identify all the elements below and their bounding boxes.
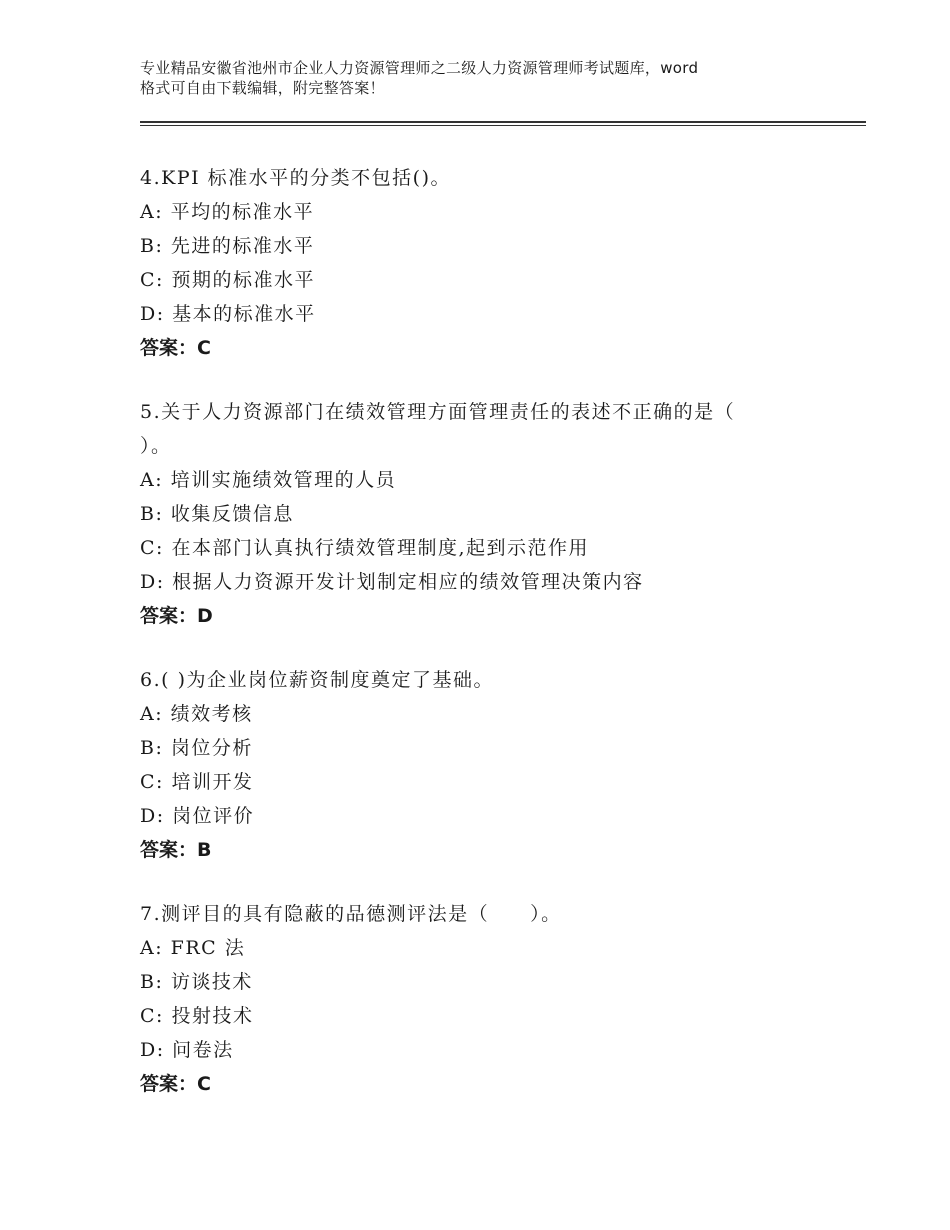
header-divider-thick — [140, 121, 866, 123]
header-title-line-2: 格式可自由下载编辑，附完整答案！ — [140, 79, 385, 97]
question-4 — [140, 161, 866, 365]
question-6 — [140, 663, 866, 867]
option-b: B: 访谈技术 — [140, 971, 253, 993]
option-c: C: 培训开发 — [140, 771, 254, 793]
document-header — [140, 58, 840, 98]
question-stem: 4.KPI 标准水平的分类不包括()。 — [140, 167, 451, 189]
question-stem: 6.( )为企业岗位薪资制度奠定了基础。 — [140, 669, 494, 691]
option-a: A: 平均的标准水平 — [140, 201, 315, 223]
option-d: D: 根据人力资源开发计划制定相应的绩效管理决策内容 — [140, 571, 644, 593]
option-c: C: 在本部门认真执行绩效管理制度,起到示范作用 — [140, 537, 590, 559]
option-a: A: 绩效考核 — [140, 703, 253, 725]
option-b: B: 收集反馈信息 — [140, 503, 294, 525]
answer-label: 答案：B — [140, 839, 212, 861]
question-7 — [140, 897, 866, 1101]
question-list — [140, 161, 866, 1131]
header-title-line-1: 专业精品安徽省池州市企业人力资源管理师之二级人力资源管理师考试题库，word — [140, 59, 699, 77]
option-d: D: 问卷法 — [140, 1039, 234, 1061]
question-stem: 5.关于人力资源部门在绩效管理方面管理责任的表述不正确的是（ ）。 — [140, 401, 736, 457]
option-b: B: 先进的标准水平 — [140, 235, 315, 257]
option-c: C: 预期的标准水平 — [140, 269, 315, 291]
header-divider-thin — [140, 125, 866, 126]
option-a: A: FRC 法 — [140, 937, 246, 959]
answer-label: 答案：C — [140, 1073, 211, 1095]
option-a: A: 培训实施绩效管理的人员 — [140, 469, 397, 491]
answer-label: 答案：C — [140, 337, 211, 359]
option-c: C: 投射技术 — [140, 1005, 254, 1027]
option-d: D: 岗位评价 — [140, 805, 255, 827]
answer-label: 答案：D — [140, 605, 213, 627]
option-d: D: 基本的标准水平 — [140, 303, 316, 325]
option-b: B: 岗位分析 — [140, 737, 253, 759]
question-5 — [140, 395, 866, 633]
question-stem: 7.测评目的具有隐蔽的品德测评法是（ ）。 — [140, 903, 562, 925]
